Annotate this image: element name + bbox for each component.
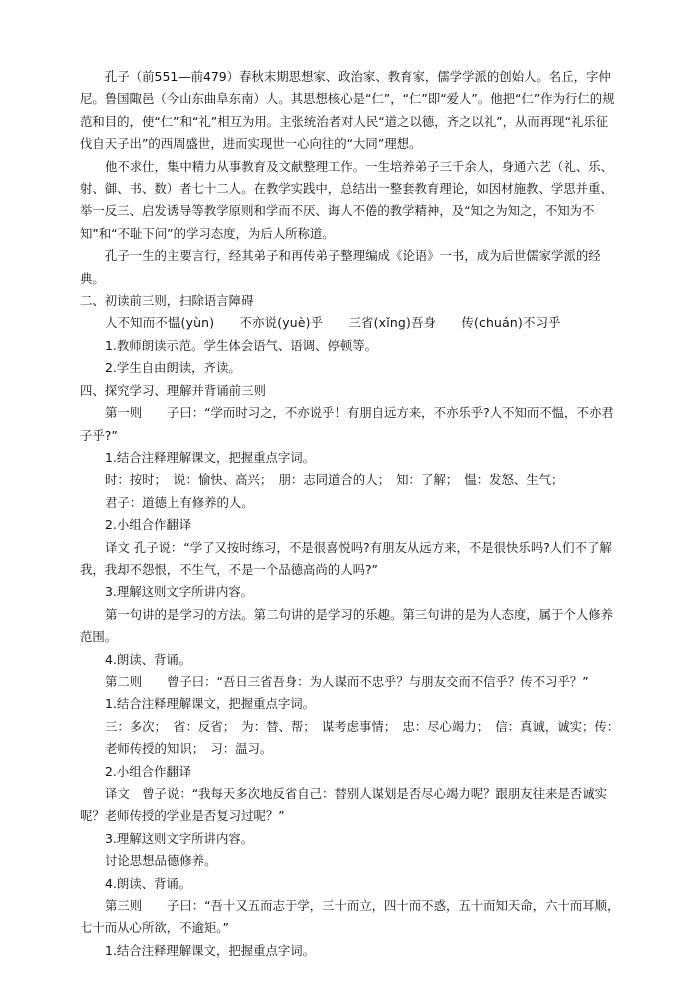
analysis-two: 讨论思想品德修养。 [105,853,217,869]
glossary-one-junzi: 君子：道德上有修养的人。 [105,494,254,510]
step-understand-two: 3.理解这则文字所讲内容。 [105,830,254,846]
glossary-one: 时：按时； 说：愉快、高兴； 朋：志同道合的人； 知：了解； 愠：发怒、生气； [105,472,564,488]
step-notes-one: 1.结合注释理解课文，把握重点字词。 [105,449,316,465]
section-heading-two: 二、初读前三则，扫除语言障碍 [80,293,254,309]
section-heading-four: 四、探究学习、理解并背诵前三则 [80,382,266,398]
step-understand-one: 3.理解这则文字所讲内容。 [105,584,254,600]
document-body [80,66,620,962]
paragraph-confucius-teaching: 他不求仕，集中精力从事教育及文献整理工作。一生培养弟子三千余人，身通六艺（礼、乐、射、御、书、数）者七十二人。在教学实践中，总结出一整套教育理论，如因材施教、学思并重、举一反三、启发诱导等教学原则和学而不厌、诲人不倦的教学精神，及“知之为知之，不知为不知”和“不耻下问”的学习态度，为后人所称道。 [80,158,614,241]
paragraph-analects: 孔子一生的主要言行，经其弟子和再传弟子整理编成《论语》一书，成为后世儒家学派的经典。 [80,248,601,286]
analysis-one: 第一句讲的是学习的方法。第二句讲的是学习的乐趣。第三句讲的是为人态度，属于个人修养范围。 [80,606,614,645]
step-notes-two: 1.结合注释理解课文，把握重点字词。 [105,696,316,712]
step-translate-one: 2.小组合作翻译 [105,517,192,533]
step-notes-three: 1.结合注释理解课文，把握重点字词。 [105,942,316,958]
passage-two: 第二则 曾子曰：“吾日三省吾身：为人谋而不忠乎？与朋友交而不信乎？传不习乎？” [105,673,589,689]
step-recite-one: 4.朗读、背诵。 [105,651,192,667]
pronunciation-line: 人不知而不愠(yùn) 不亦说(yuè)乎 三省(xǐng)吾身 传(chuán)不习乎 [105,315,561,331]
step-teacher-reading: 1.教师朗读示范。学生体会语气、语调、停顿等。 [105,337,378,353]
glossary-two: 三：多次； 省：反省； 为：替、帮； 谋考虑事情； 忠：尽心竭力； 信：真诚，诚实；传：老师传授的知识； 习：温习。 [105,718,620,757]
passage-one: 第一则 子曰：“学而时习之，不亦说乎！有朋自远方来，不亦乐乎?人不知而不愠，不亦君子乎?” [80,405,614,443]
step-recite-two: 4.朗读、背诵。 [105,875,192,891]
passage-three: 第三则 子曰：“吾十又五而志于学，三十而立，四十而不惑，五十而知天命，六十而耳顺，七十而从心所欲，不逾矩。” [80,898,620,936]
translation-two: 译文 曾子说：“我每天多次地反省自己：替别人谋划是否尽心竭力呢？跟朋友往来是否诚实呢？老师传授的学业是否复习过呢？” [80,786,608,824]
translation-one: 译文 孔子说：“学了又按时练习，不是很喜悦吗?有朋友从远方来，不是很快乐吗?人们不了解我，我却不怨恨，不生气，不是一个品德高尚的人吗?” [80,539,612,577]
step-translate-two: 2.小组合作翻译 [105,763,192,779]
step-student-reading: 2.学生自由朗读，齐读。 [105,360,241,376]
paragraph-confucius-bio: 孔子（前551—前479）春秋末期思想家、政治家、教育家，儒学学派的创始人。名丘，字仲尼。鲁国陬邑（今山东曲阜东南）人。其思想核心是“仁”，“仁”即“爱人”。他把“仁”作为行仁的规范和目的，使“仁”和“礼”相互为用。主张统治者对人民“道之以德，齐之以礼”，从而再现“礼乐征伐自天子出”的西周盛世，进而实现世一心向往的“大同”理想。 [80,69,615,152]
